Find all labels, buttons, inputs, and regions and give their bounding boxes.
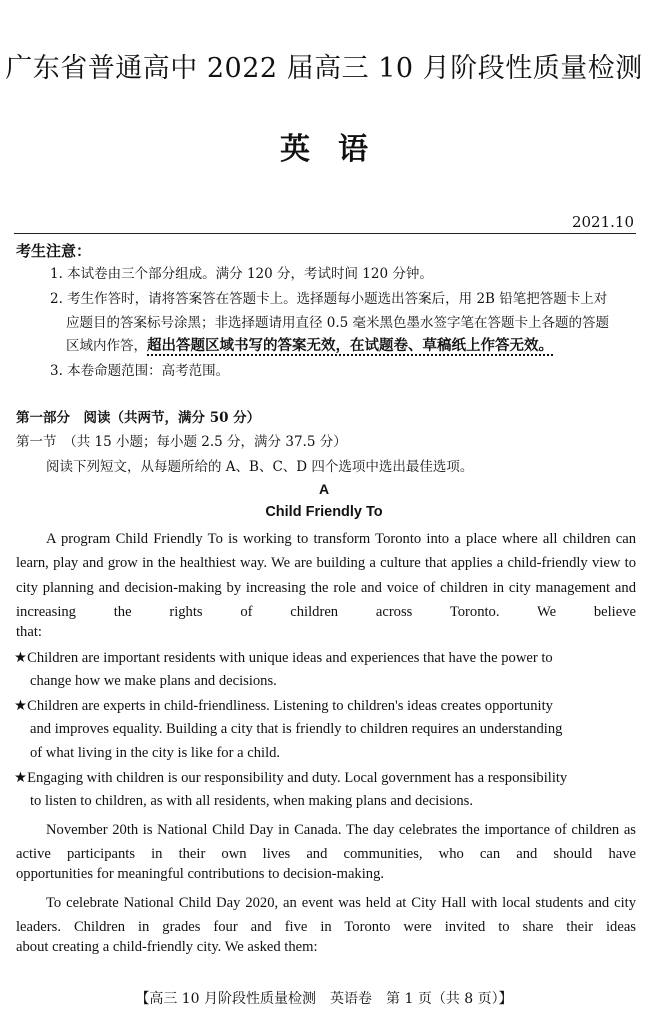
subject-title: 英语	[280, 132, 396, 167]
passage-title: Child Friendly To	[265, 504, 383, 520]
bullet-2-line-1: ★Children are experts in child-friendliness. Listening to children's ideas creates opportunity	[14, 698, 553, 714]
passage-label: A	[318, 481, 330, 497]
bullet-1-line-1: ★Children are important residents with unique ideas and experiences that have the power to	[14, 650, 553, 666]
exam-date: 2021.10	[571, 213, 634, 231]
notice-item-2-emphasis: 超出答题区域书写的答案无效，在试题卷、草稿纸上作答无效。	[147, 338, 553, 354]
bullet-3-line-1: ★Engaging with children is our responsibility and duty. Local government has a responsibility	[14, 770, 568, 786]
bullet-1-line-2: change how we make plans and decisions.	[30, 673, 277, 689]
bullet-2-line-3: of what living in the city is like for a child.	[30, 745, 281, 761]
paragraph-3-end: about creating a child-friendly city. We asked them:	[16, 939, 318, 955]
reading-instruction: 阅读下列短文，从每题所给的 A、B、C、D 四个选项中选出最佳选项。	[46, 459, 474, 475]
part-one-heading: 第一部分 阅读（共两节，满分 50 分）	[16, 410, 261, 426]
notice-item-2-plain: 区域内作答，	[66, 338, 147, 354]
notice-item-1: 1. 本试卷由三个部分组成。满分 120 分，考试时间 120 分钟。	[50, 266, 433, 282]
paragraph-2-end: opportunities for meaningful contributions to decision-making.	[16, 866, 385, 882]
notice-item-2-line-2: 应题目的答案标号涂黑；非选择题请用直径 0.5 毫米黑色墨水签字笔在答题卡上各题的答题	[66, 315, 610, 331]
exam-title: 广东省普通高中 2022 届高三 10 月阶段性质量检测	[5, 53, 643, 84]
notice-heading: 考生注意：	[16, 242, 92, 260]
notice-item-3: 3. 本卷命题范围：高考范围。	[50, 363, 230, 379]
header-divider	[14, 233, 636, 234]
paragraph-3: To celebrate National Child Day 2020, an event was held at City Hall with local students and city leaders. Children in grades four and five in Toronto were invited to share their ideas	[16, 895, 636, 936]
page-footer: 【高三 10 月阶段性质量检测 英语卷 第 1 页（共 8 页）】	[135, 991, 513, 1007]
section-one-heading: 第一节 （共 15 小题；每小题 2.5 分，满分 37.5 分）	[16, 434, 347, 450]
paragraph-1: A program Child Friendly To is working to transform Toronto into a place where all children can learn, play and grow in the healthiest way. We are building a culture that applies a child-friendly view to city planning and decision-making by increasing the role and voice of children in city management and increasing the rights of children across Toronto. We believe	[16, 531, 636, 620]
notice-item-2-line-1: 2. 考生作答时，请将答案答在答题卡上。选择题每小题选出答案后，用 2B 铅笔把答题卡上对	[50, 291, 608, 307]
bullet-3-line-2: to listen to children, as with all residents, when making plans and decisions.	[30, 793, 474, 809]
paragraph-1-end: that:	[16, 624, 42, 640]
bullet-2-line-2: and improves equality. Building a city that is friendly to children requires an understanding	[30, 721, 563, 737]
notice-item-2-line-3	[66, 334, 553, 358]
paragraph-2: November 20th is National Child Day in Canada. The day celebrates the importance of children as active participants in their own lives and communities, who can and should have	[16, 822, 636, 863]
